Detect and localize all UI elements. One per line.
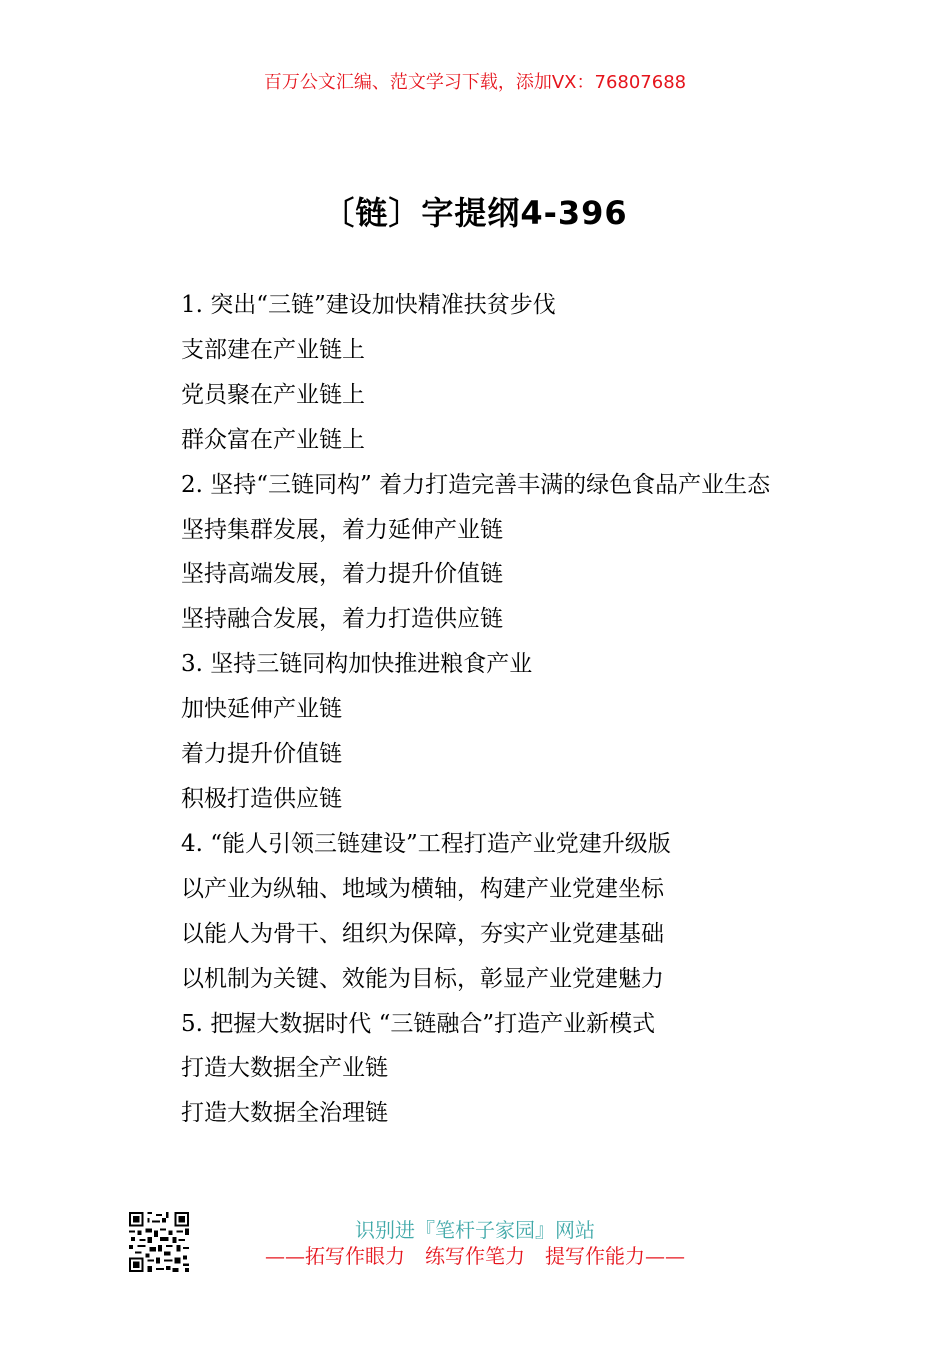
body-line: 4. “能人引领三链建设”工程打造产业党建升级版 bbox=[181, 830, 671, 857]
body-line: 5. 把握大数据时代 “三链融合”打造产业新模式 bbox=[181, 1010, 656, 1037]
body-line: 加快延伸产业链 bbox=[181, 696, 342, 723]
body-line: 2. 坚持“三链同构” 着力打造完善丰满的绿色食品产业生态 bbox=[181, 471, 771, 498]
body-line: 积极打造供应链 bbox=[181, 785, 342, 812]
body-line: 以产业为纵轴、地域为横轴，构建产业党建坐标 bbox=[181, 875, 664, 902]
body-line: 群众富在产业链上 bbox=[181, 426, 365, 453]
body-line: 以能人为骨干、组织为保障，夯实产业党建基础 bbox=[181, 920, 664, 947]
footer-site-note: 识别进『笔杆子家园』网站 bbox=[355, 1218, 595, 1242]
body-line: 打造大数据全产业链 bbox=[181, 1055, 388, 1082]
body-line: 着力提升价值链 bbox=[181, 741, 342, 768]
document-title: 〔链〕字提纲4-396 bbox=[322, 194, 628, 232]
footer bbox=[0, 1212, 950, 1282]
body-line: 打造大数据全治理链 bbox=[181, 1100, 388, 1127]
header-note: 百万公文汇编、范文学习下载，添加VX：76807688 bbox=[263, 72, 687, 93]
body-line: 以机制为关键、效能为目标，彰显产业党建魅力 bbox=[181, 965, 664, 992]
body-line: 坚持集群发展，着力延伸产业链 bbox=[181, 516, 503, 543]
body-line: 1. 突出“三链”建设加快精准扶贫步伐 bbox=[181, 292, 556, 318]
body-line: 坚持高端发展，着力提升价值链 bbox=[181, 561, 503, 588]
document-body bbox=[128, 283, 838, 1136]
body-line: 3. 坚持三链同构加快推进粮食产业 bbox=[181, 651, 533, 678]
body-line: 坚持融合发展，着力打造供应链 bbox=[181, 606, 503, 633]
footer-slogan: ——拓写作眼力 练写作笔力 提写作能力—— bbox=[265, 1244, 685, 1268]
body-line: 党员聚在产业链上 bbox=[181, 381, 365, 408]
body-line: 支部建在产业链上 bbox=[181, 336, 365, 363]
